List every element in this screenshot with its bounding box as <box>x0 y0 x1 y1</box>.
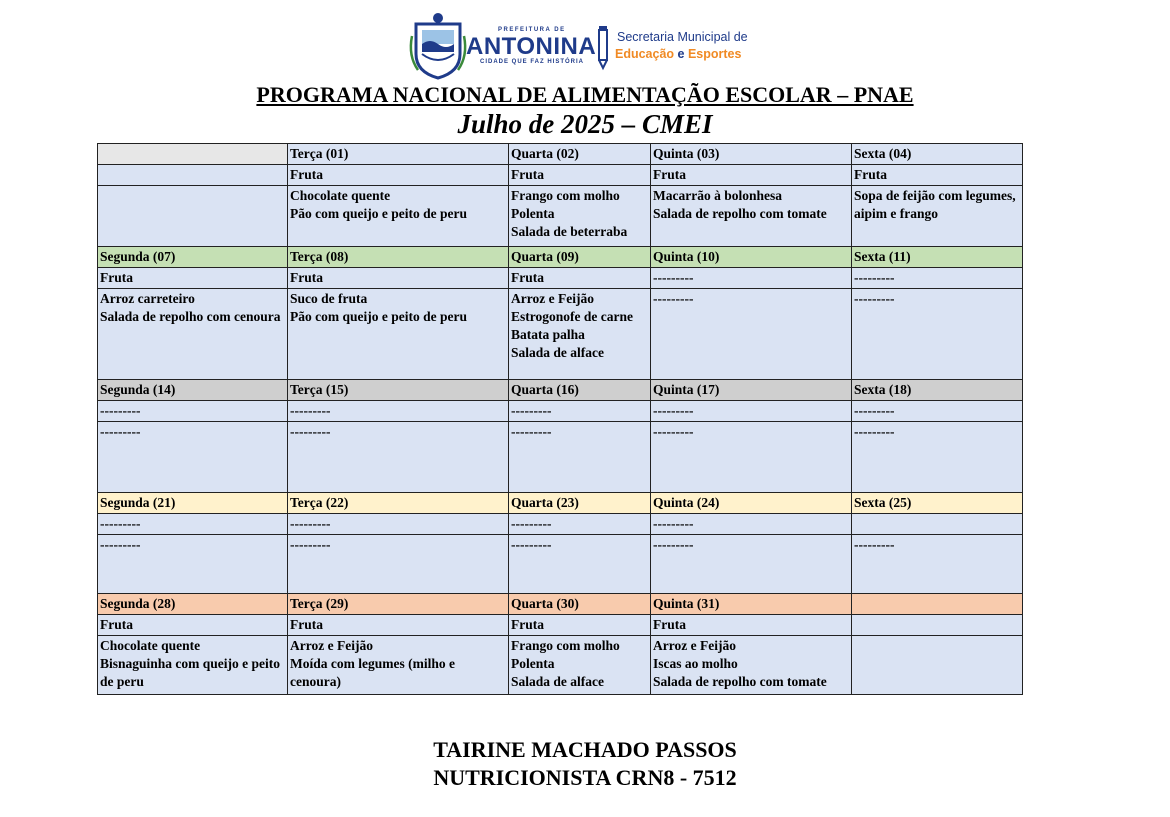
snack-row <box>98 165 1023 186</box>
snack-row <box>98 268 1023 289</box>
meal-item: --------- <box>653 424 694 439</box>
day-header-cell: Sexta (18) <box>852 380 1023 401</box>
day-header-cell: Quarta (16) <box>509 380 651 401</box>
snack-cell: Fruta <box>509 615 651 636</box>
meal-item: Arroz carreteiro <box>100 291 195 306</box>
meal-row <box>98 186 1023 247</box>
day-header-cell: Segunda (14) <box>98 380 288 401</box>
snack-row <box>98 514 1023 535</box>
day-header-cell: Quinta (10) <box>651 247 852 268</box>
day-header-cell: Quarta (23) <box>509 493 651 514</box>
snack-row <box>98 401 1023 422</box>
snack-cell: Fruta <box>288 615 509 636</box>
day-header-cell: Sexta (04) <box>852 144 1023 165</box>
day-header-cell <box>98 144 288 165</box>
meal-item: Arroz e Feijão <box>653 638 736 653</box>
meal-item: Bisnaguinha com queijo e peito de peru <box>100 656 281 689</box>
meal-cell <box>98 422 288 493</box>
meal-cell <box>98 186 288 247</box>
meal-cell <box>288 636 509 695</box>
meal-cell <box>852 289 1023 380</box>
meal-cell <box>651 535 852 594</box>
meal-item: Estrogonofe de carne <box>511 309 633 324</box>
day-header-cell: Quinta (31) <box>651 594 852 615</box>
meal-cell <box>852 422 1023 493</box>
day-header-cell <box>852 594 1023 615</box>
meal-row <box>98 289 1023 380</box>
meal-item: Salada de repolho com tomate <box>653 674 827 689</box>
meal-item: Frango com molho <box>511 188 620 203</box>
snack-cell: --------- <box>288 401 509 422</box>
snack-cell: --------- <box>651 268 852 289</box>
meal-cell <box>509 186 651 247</box>
meal-cell <box>98 289 288 380</box>
snack-cell: --------- <box>509 401 651 422</box>
day-header-cell: Quarta (09) <box>509 247 651 268</box>
snack-cell: Fruta <box>288 165 509 186</box>
day-header-cell: Terça (01) <box>288 144 509 165</box>
day-header-cell: Quarta (30) <box>509 594 651 615</box>
snack-cell: Fruta <box>651 615 852 636</box>
day-header-cell: Quarta (02) <box>509 144 651 165</box>
meal-item: Salada de beterraba <box>511 224 628 239</box>
day-header-cell: Quinta (17) <box>651 380 852 401</box>
day-header-cell: Quinta (03) <box>651 144 852 165</box>
snack-cell: --------- <box>852 268 1023 289</box>
meal-item: --------- <box>511 424 552 439</box>
meal-item: Pão com queijo e peito de peru <box>290 206 467 221</box>
day-header-cell: Terça (22) <box>288 493 509 514</box>
meal-item: Iscas ao molho <box>653 656 738 671</box>
logo-e: e <box>674 47 688 61</box>
meal-cell <box>509 422 651 493</box>
meal-item: --------- <box>511 537 552 552</box>
day-header-cell: Terça (08) <box>288 247 509 268</box>
snack-cell: Fruta <box>288 268 509 289</box>
meal-cell <box>651 422 852 493</box>
meal-cell <box>651 289 852 380</box>
meal-cell <box>651 636 852 695</box>
snack-cell: --------- <box>651 401 852 422</box>
logo-name: ANTONINA <box>466 33 597 60</box>
meal-cell <box>288 289 509 380</box>
snack-cell <box>852 514 1023 535</box>
week-header-row <box>98 144 1023 165</box>
meal-cell <box>509 535 651 594</box>
page-title-text: PROGRAMA NACIONAL DE ALIMENTAÇÃO ESCOLAR – PNAE <box>256 82 914 107</box>
week-header-row <box>98 493 1023 514</box>
week-header-row <box>98 380 1023 401</box>
snack-row <box>98 615 1023 636</box>
meal-cell <box>509 636 651 695</box>
day-header-cell: Terça (29) <box>288 594 509 615</box>
menu-table <box>97 143 1023 695</box>
meal-item: --------- <box>290 424 331 439</box>
snack-cell: Fruta <box>98 268 288 289</box>
meal-cell <box>288 422 509 493</box>
meal-item: Chocolate quente <box>290 188 391 203</box>
day-header-cell: Quinta (24) <box>651 493 852 514</box>
meal-cell <box>288 535 509 594</box>
snack-cell: --------- <box>509 514 651 535</box>
meal-item: Salada de alface <box>511 345 604 360</box>
meal-item: Arroz e Feijão <box>511 291 594 306</box>
logo-secretaria-line1: Secretaria Municipal de <box>617 30 748 44</box>
week-header-row <box>98 594 1023 615</box>
week-header-row <box>98 247 1023 268</box>
meal-item: Salada de repolho com cenoura <box>100 309 281 324</box>
meal-row <box>98 422 1023 493</box>
snack-cell: --------- <box>852 401 1023 422</box>
meal-item: --------- <box>653 537 694 552</box>
meal-cell <box>651 186 852 247</box>
meal-item: --------- <box>854 291 895 306</box>
meal-item: Salada de repolho com tomate <box>653 206 827 221</box>
day-header-cell: Sexta (11) <box>852 247 1023 268</box>
meal-item: --------- <box>290 537 331 552</box>
logo-secretaria-line2 <box>615 47 741 61</box>
meal-item: --------- <box>854 537 895 552</box>
meal-item: Polenta <box>511 206 555 221</box>
meal-item: Arroz e Feijão <box>290 638 373 653</box>
meal-item: --------- <box>100 424 141 439</box>
snack-cell: --------- <box>98 401 288 422</box>
snack-cell: --------- <box>288 514 509 535</box>
logo-prefeitura-text: PREFEITURA DE <box>498 27 566 33</box>
day-header-cell: Segunda (21) <box>98 493 288 514</box>
day-header-cell: Terça (15) <box>288 380 509 401</box>
nutritionist-registration: NUTRICIONISTA CRN8 - 7512 <box>433 765 737 790</box>
meal-row <box>98 535 1023 594</box>
snack-cell: Fruta <box>509 268 651 289</box>
meal-item: Frango com molho <box>511 638 620 653</box>
meal-cell <box>852 535 1023 594</box>
meal-cell <box>288 186 509 247</box>
logo-educacao: Educação <box>615 47 675 61</box>
meal-row <box>98 636 1023 695</box>
meal-item: Suco de fruta <box>290 291 368 306</box>
meal-cell <box>852 636 1023 695</box>
snack-cell: --------- <box>651 514 852 535</box>
meal-item: --------- <box>100 537 141 552</box>
meal-item: Moída com legumes (milho e cenoura) <box>290 656 455 689</box>
meal-cell <box>98 535 288 594</box>
logo-esportes: Esportes <box>687 47 742 61</box>
meal-item: --------- <box>653 291 694 306</box>
day-header-cell: Segunda (07) <box>98 247 288 268</box>
snack-cell: Fruta <box>98 615 288 636</box>
snack-cell: Fruta <box>509 165 651 186</box>
page-subtitle: Julho de 2025 – CMEI <box>457 109 713 139</box>
meal-item: Sopa de feijão com legumes, aipim e frango <box>854 188 1016 221</box>
meal-item: Macarrão à bolonhesa <box>653 188 782 203</box>
snack-cell <box>98 165 288 186</box>
snack-cell: Fruta <box>852 165 1023 186</box>
snack-cell: --------- <box>98 514 288 535</box>
nutritionist-name: TAIRINE MACHADO PASSOS <box>433 737 737 762</box>
meal-item: --------- <box>854 424 895 439</box>
day-header-cell: Sexta (25) <box>852 493 1023 514</box>
meal-item: Chocolate quente <box>100 638 201 653</box>
meal-cell <box>98 636 288 695</box>
snack-cell: Fruta <box>651 165 852 186</box>
meal-item: Batata palha <box>511 327 585 342</box>
snack-cell <box>852 615 1023 636</box>
meal-cell <box>509 289 651 380</box>
day-header-cell: Segunda (28) <box>98 594 288 615</box>
meal-item: Polenta <box>511 656 555 671</box>
page-title <box>0 82 1170 108</box>
meal-cell <box>852 186 1023 247</box>
meal-item: Salada de alface <box>511 674 604 689</box>
logo-tagline: CIDADE QUE FAZ HISTÓRIA <box>480 59 585 65</box>
meal-item: Pão com queijo e peito de peru <box>290 309 467 324</box>
